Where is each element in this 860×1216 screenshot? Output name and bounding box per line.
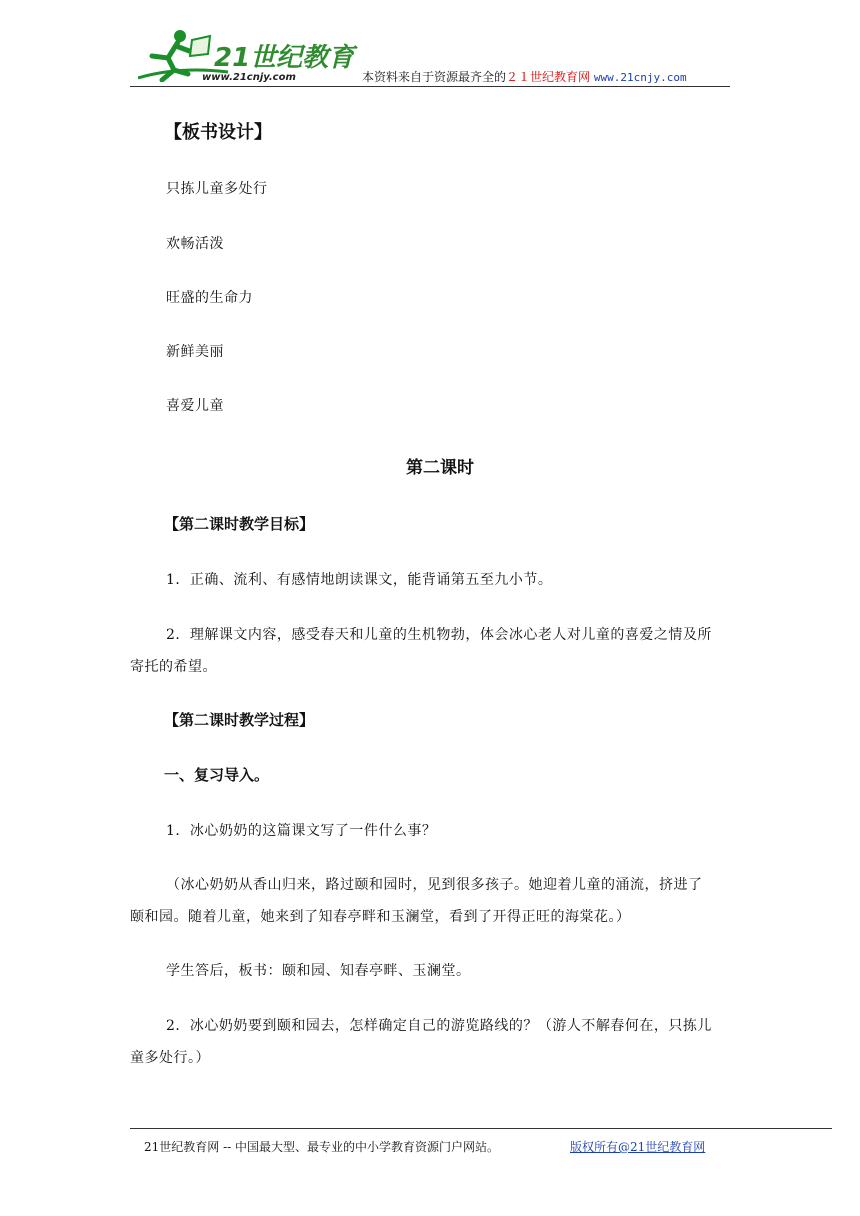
board-design-heading: 【板书设计】	[164, 122, 272, 143]
answer-1-line-1: （冰心奶奶从香山归来，路过颐和园时，见到很多孩子。她迎着儿童的涌流，挤进了	[166, 877, 703, 893]
board-item: 新鲜美丽	[166, 344, 224, 360]
board-item: 旺盛的生命力	[166, 290, 253, 306]
page-footer	[130, 1128, 832, 1154]
goal-2-line-1: 2．理解课文内容，感受春天和儿童的生机物勃，体会冰心老人对儿童的喜爱之情及所	[166, 627, 712, 643]
section-review-heading: 一、复习导入。	[164, 766, 270, 784]
board-item: 喜爱儿童	[166, 398, 224, 414]
header-prefix: 本资料来自于资源最齐全的	[362, 70, 507, 84]
question-2-line-1: 2．冰心奶奶要到颐和园去，怎样确定自己的游览路线的？（游人不解春何在，只拣儿	[166, 1018, 712, 1034]
process-heading: 【第二课时教学过程】	[164, 711, 315, 729]
svg-text:21世纪教育: 21世纪教育	[214, 43, 355, 73]
answer-1-line-2: 颐和园。随着儿童，她来到了知春亭畔和玉澜堂，看到了开得正旺的海棠花。）	[130, 909, 631, 925]
question-1: 1．冰心奶奶的这篇课文写了一件什么事？	[166, 823, 437, 839]
board-note: 学生答后，板书：颐和园、知春亭畔、玉澜堂。	[166, 963, 471, 979]
svg-text:www.21cnjy.com: www.21cnjy.com	[202, 72, 296, 82]
header-site-name: ２１世纪教育网	[506, 70, 591, 84]
goal-1: 1．正确、流利、有感情地朗读课文，能背诵第五至九小节。	[166, 572, 553, 588]
header-source-text	[362, 68, 687, 85]
header-site-url[interactable]: www.21cnjy.com	[593, 71, 687, 84]
goals-heading: 【第二课时教学目标】	[164, 515, 315, 533]
footer-copyright-link[interactable]: 版权所有@21世纪教育网	[570, 1140, 706, 1154]
lesson-title: 第二课时	[406, 458, 474, 478]
footer-description: 21世纪教育网 -- 中国最大型、最专业的中小学教育资源门户网站。	[144, 1140, 500, 1154]
question-2-line-2: 童多处行。）	[130, 1050, 210, 1066]
site-logo	[138, 26, 358, 82]
board-item: 欢畅活泼	[166, 236, 224, 252]
page-header	[130, 22, 730, 87]
goal-2-line-2: 寄托的希望。	[130, 659, 217, 675]
board-item: 只拣儿童多处行	[166, 181, 268, 197]
